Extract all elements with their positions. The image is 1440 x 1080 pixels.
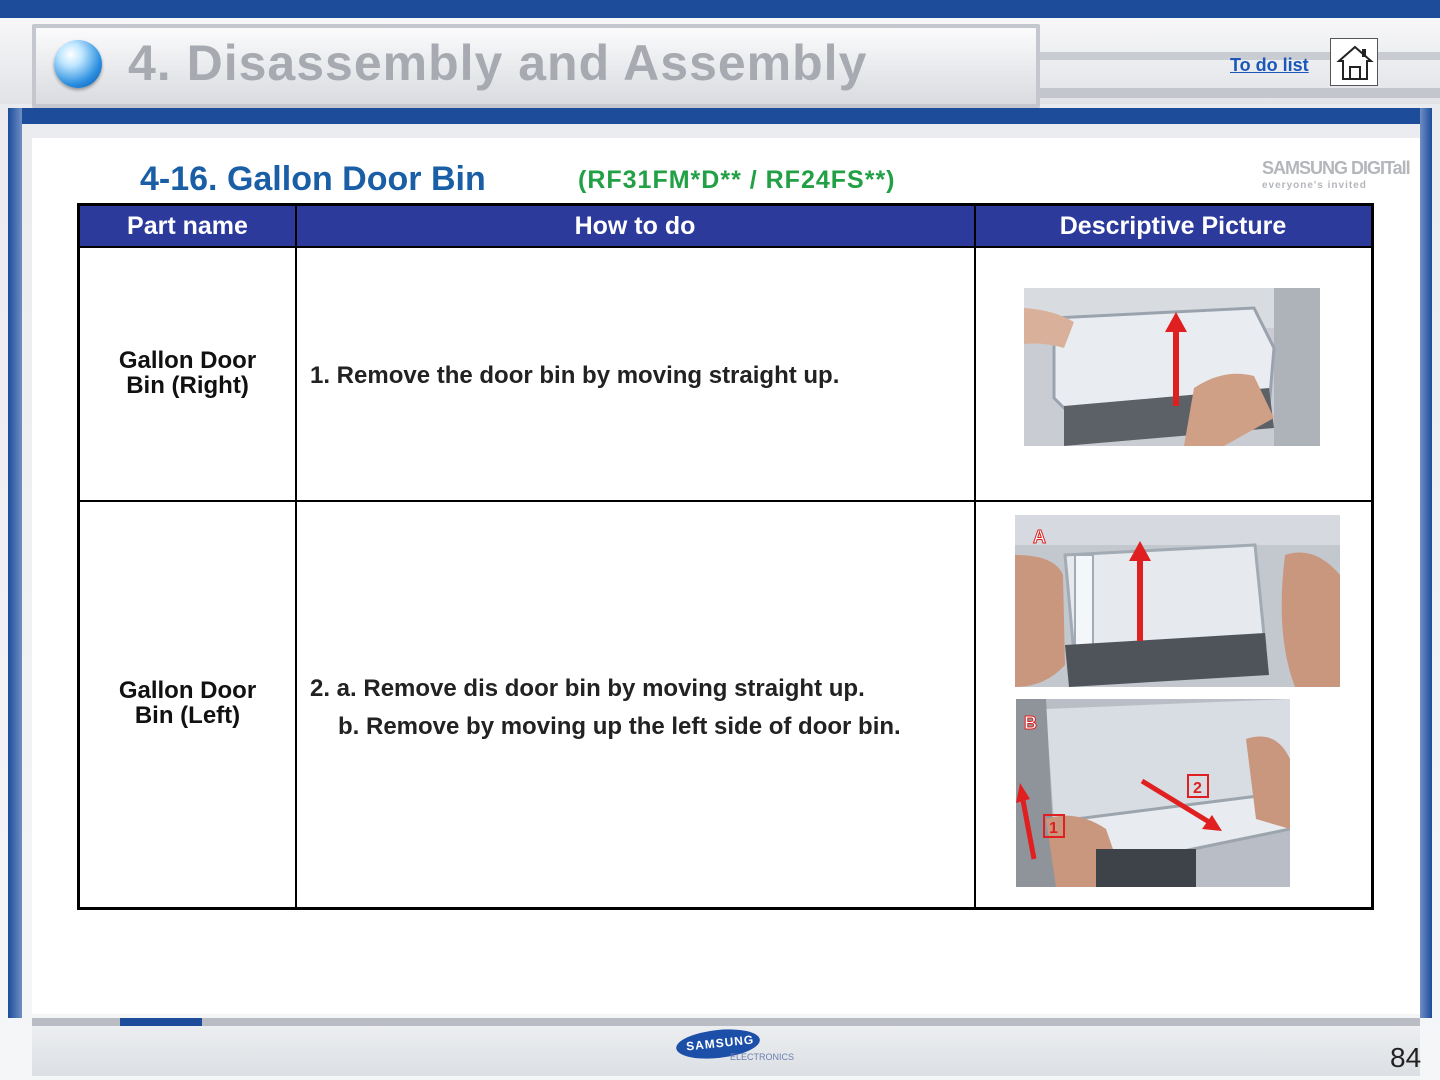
top-bar (0, 0, 1440, 18)
procedure-table (77, 203, 1374, 910)
row-divider (80, 246, 1371, 248)
header-descriptive-picture: Descriptive Picture (975, 206, 1371, 246)
samsung-digital-logo-sub: everyone's invited (1262, 180, 1367, 191)
header-rail (1000, 88, 1440, 98)
header-part-name: Part name (80, 206, 295, 246)
step-2b: b. Remove by moving up the left side of door bin. (338, 713, 901, 740)
samsung-logo-text: SAMSUNG (685, 1032, 755, 1054)
blue-band (8, 108, 1432, 124)
header-how-to-do: How to do (296, 206, 974, 246)
page-number: 84 (1390, 1042, 1422, 1073)
page-title: 4. Disassembly and Assembly (128, 35, 868, 91)
samsung-digital-logo-main: SAMSUNG DIGITall (1262, 158, 1410, 178)
part-name-right: Gallon Door Bin (Right) (118, 347, 257, 399)
photo-label-a: A (1033, 527, 1046, 547)
row-divider (80, 500, 1371, 502)
blue-frame-right (1420, 108, 1432, 1018)
todo-list-link[interactable]: To do list (1230, 55, 1309, 75)
home-button[interactable] (1330, 38, 1378, 86)
samsung-electronics-text: ELECTRONICS (730, 1052, 795, 1062)
column-divider (974, 206, 976, 907)
part-name-left: Gallon Door Bin (Left) (118, 677, 257, 729)
photo-label-2: 2 (1193, 780, 1202, 797)
column-divider (295, 206, 297, 907)
footer-accent (120, 1018, 202, 1026)
photo-label-1: 1 (1049, 820, 1058, 837)
home-icon (1335, 43, 1375, 83)
section-title: 4-16. Gallon Door Bin (140, 160, 486, 198)
photo-left-bin-a (1015, 515, 1340, 687)
orb-icon (54, 40, 102, 88)
step-1: 1. Remove the door bin by moving straight up. (310, 362, 840, 389)
photo-right-bin (1024, 288, 1320, 446)
samsung-digital-logo (1262, 158, 1418, 194)
model-codes: (RF31FM*D** / RF24FS**) (578, 166, 896, 194)
photo-label-b: B (1024, 713, 1037, 733)
footer-bar (32, 1018, 1420, 1026)
blue-frame-left (8, 108, 22, 1018)
photo-left-bin-b (1016, 699, 1290, 887)
step-2a: 2. a. Remove dis door bin by moving straight up. (310, 675, 865, 702)
